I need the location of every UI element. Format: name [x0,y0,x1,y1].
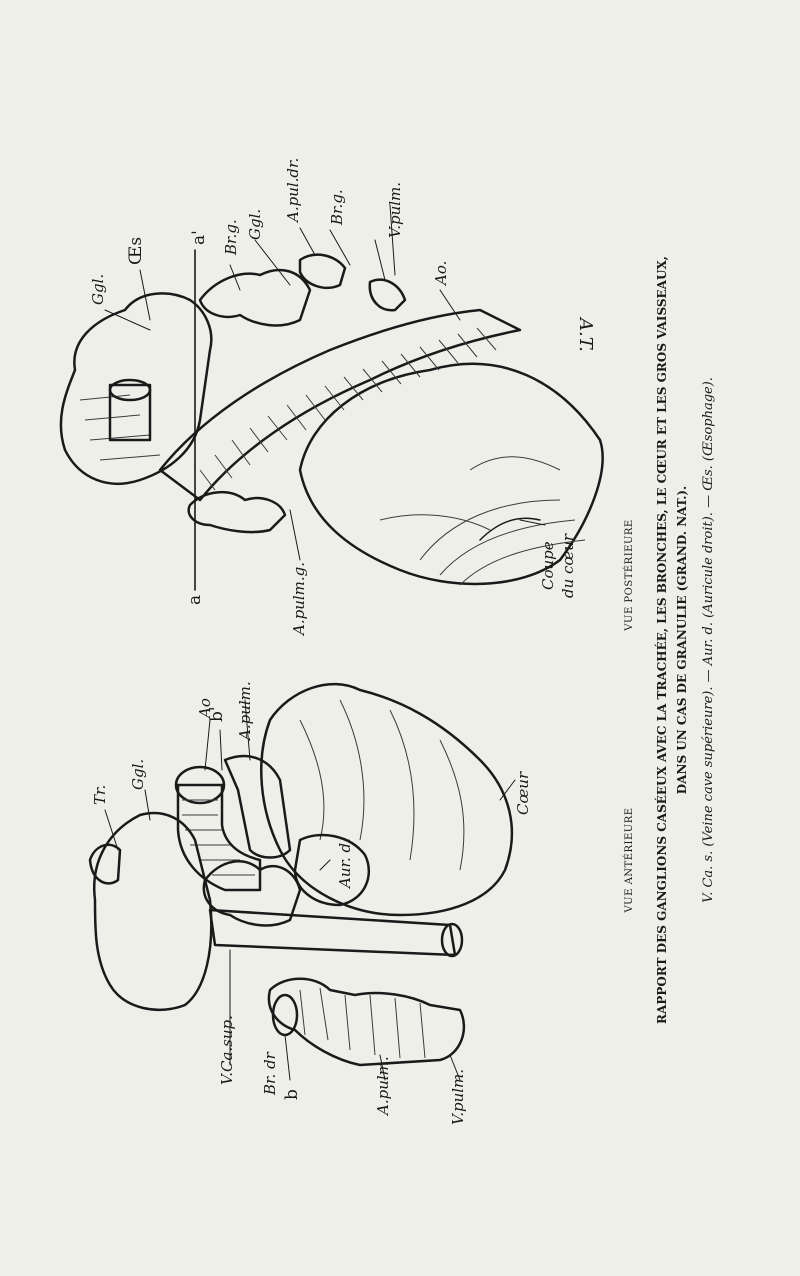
label-br-g-2: Br.g. [328,189,346,225]
captions [623,256,716,1024]
label-a-pulm-g: A.pulm.g. [290,561,308,635]
caption-view-anterior: VUE ANTÉRIEURE [624,807,635,913]
label-tr: Tr. [91,784,109,805]
label-v-ca-sup: V.Ca.sup. [218,1015,236,1085]
label-coeur: Cœur [514,771,532,815]
caption-title-line1: RAPPORT DES GANGLIONS CASÉEUX AVEC LA TRACHÉE, LES BRONCHES, LE CŒUR ET LES GROS VAISSEAUX, [655,256,669,1024]
label-ggl-front: Ggl. [129,758,147,790]
label-ao: Ao. [432,260,450,285]
label-ggl-2: Ggl. [246,208,264,240]
caption-legend: V. Ca. s. (Veine cave supérieure). — Aur. d. (Auricule droit). — Œs. (Œsophage). [701,377,716,903]
label-oes: Œs [126,236,146,265]
artist-signature: A.T. [575,318,596,352]
label-v-pulm-lower: V.pulm. [449,1068,467,1125]
caption-title-line2: DANS UN CAS DE GRANULIE (GRAND. NAT.). [675,485,689,795]
label-a: a [185,594,205,605]
label-ggl-top: Ggl. [89,273,107,305]
label-b-prime: b' [207,706,227,722]
label-coupe-2: du cœur [559,533,577,598]
label-v-pulm: V.pulm. [386,181,404,238]
anterior-view-drawing [90,684,515,1080]
posterior-labels [89,158,596,637]
label-aur-d: Aur. d. [336,838,354,888]
label-a-pul-dr: A.pul.dr. [284,157,302,222]
label-coupe-1: Coupe [539,541,557,590]
label-a-pulm-lower: A.pulm. [374,1056,392,1115]
caption-view-posterior: VUE POSTÉRIEURE [624,519,635,631]
label-a-prime: a' [189,230,209,245]
label-br-g-1: Br.g. [222,219,240,255]
label-ao-front: Ao [196,698,214,718]
label-a-pulm-front: A.pulm. [236,681,254,740]
label-br-dr: Br. dr [261,1052,279,1095]
label-b: b [282,1089,302,1100]
